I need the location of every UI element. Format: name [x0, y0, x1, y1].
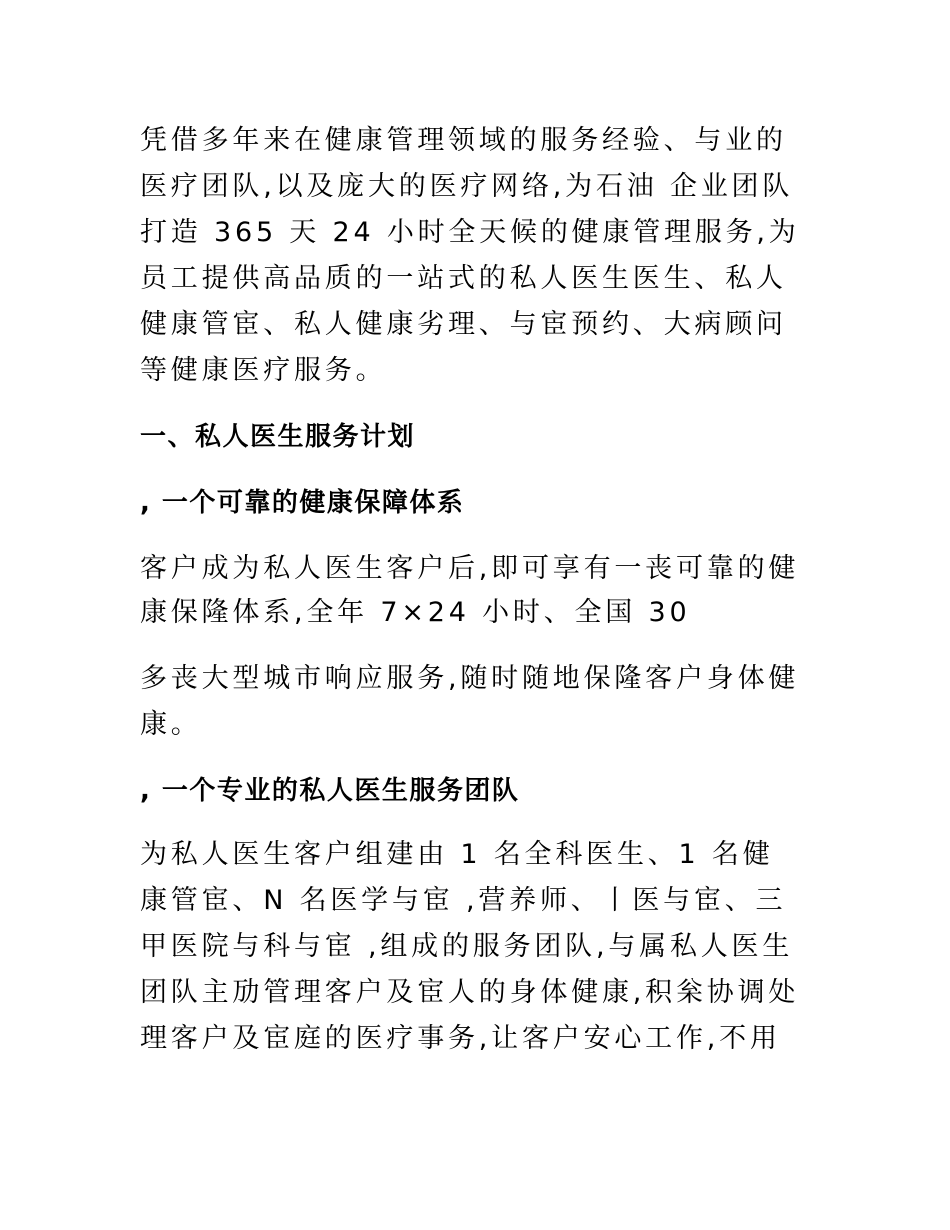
subsection-heading-2: , 一个专业的私人医生服务团队 [140, 776, 520, 806]
intro-line-3: 打造 365 天 24 小时全天候的健康管理服务,为 [140, 217, 800, 248]
subsection-heading-1: , 一个可靠的健康保障体系 [140, 488, 465, 518]
sub2-para-line-3: 甲医院与科与宦 ,组成的服务团队,与属私人医生 [140, 931, 794, 962]
section-heading: 一、私人医生服务计划 [140, 422, 416, 452]
intro-line-5: 健康管宦、私人健康劣理、与宦预约、大病顾问 [140, 309, 787, 340]
intro-line-6: 等健康医疗服务。 [140, 355, 387, 386]
sub1-para1-line-1: 客户成为私人医生客户后,即可享有一丧可靠的健 [140, 553, 800, 584]
sub2-para-line-1: 为私人医生客户组建由 1 名全科医生、1 名健 [140, 839, 774, 870]
sub1-para2-line-2: 康。 [140, 709, 202, 740]
sub2-para-line-4: 团队主劢管理客户及宦人的身体健康,积枀协调处 [140, 977, 800, 1008]
sub2-para-line-5: 理客户及宦庭的医疗事务,让客户安心工作,不用 [140, 1023, 781, 1054]
sub1-para2-line-1: 多丧大型城市响应服务,随时随地保隆客户身体健 [140, 663, 800, 694]
intro-line-4: 员工提供高品质的一站式的私人医生医生、私人 [140, 263, 787, 294]
sub1-para1-line-2: 康保隆体系,全年 7×24 小时、全国 30 [140, 597, 691, 628]
intro-line-1: 凭借多年来在健康管理领域的服务经验、与业的 [140, 125, 787, 156]
intro-line-2: 医疗团队,以及庞大的医疗网络,为石油 企业团队 [140, 171, 794, 202]
sub2-para-line-2: 康管宦、N 名医学与宦 ,营养师、丨医与宦、三 [140, 885, 787, 916]
